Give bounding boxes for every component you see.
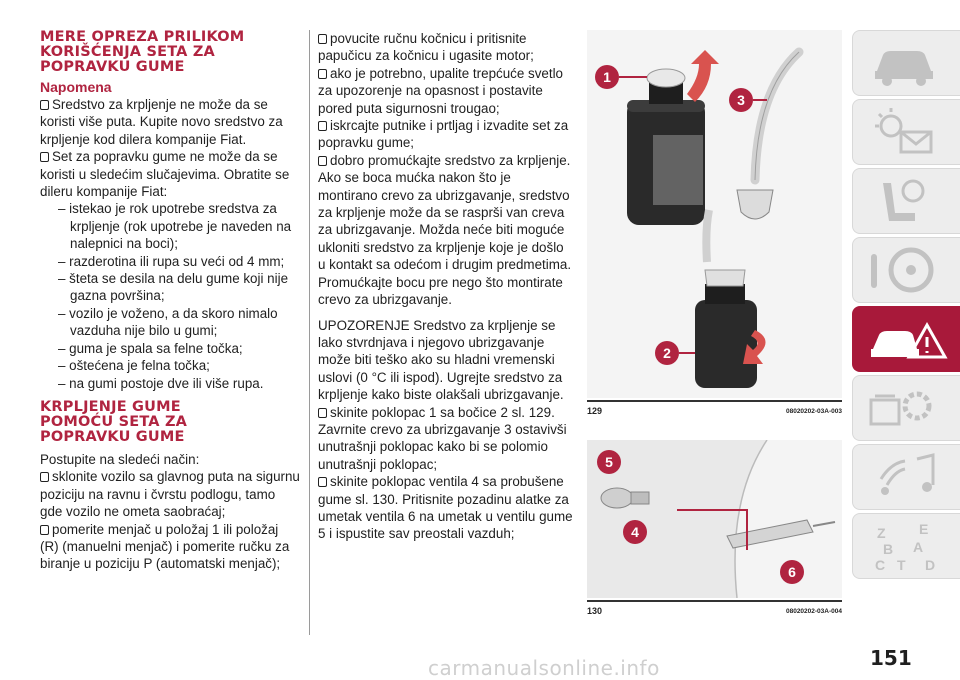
step-item [318, 117, 574, 152]
index-letter: Z [877, 525, 886, 541]
page-number: 151 [870, 646, 912, 670]
figure-image [587, 440, 842, 598]
section1-title [40, 30, 300, 75]
step-text: skinite poklopac 1 sa bočice 2 sl. 129. Zavrnite crevo za ubrizgavanje 3 ostavivši unutrašnji poklopac kako bi se polomio unutrašnji poklopac; [318, 404, 567, 472]
title-line: KRPLJENJE GUME [40, 398, 181, 415]
dash-item: – šteta se desila na delu gume koji nije gazna površina; [58, 271, 289, 304]
watermark: carmanualsonline.info [428, 656, 660, 680]
bullet-icon [40, 525, 49, 535]
index-letter: B [883, 541, 894, 557]
tab-maintenance[interactable] [852, 375, 960, 441]
title-line: POPRAVKU GUME [40, 428, 185, 445]
car-icon [861, 35, 951, 93]
bullet-icon [318, 69, 327, 79]
svg-text:1: 1 [603, 69, 611, 85]
step-text: dobro promućkajte sredstvo za krpljenje. Ako se boca mućka nakon što je montirano crevo za ubrizgavanje, sredstvo za krpljenje može da se rasprši van creva za ubrizgavanje. Možda neće biti moguće ukloniti sredstvo za krpljenje koje je došlo u kontakt sa odećom i drugim predmetima. Promućkajte bocu pre nego što montirate crevo za ubrizgavanje. [318, 152, 572, 308]
bullet-icon [318, 408, 327, 418]
callout-5 [597, 450, 621, 474]
dash-item: – oštećena je felna točka; [58, 358, 210, 374]
bullet-icon [40, 152, 49, 162]
figure-rule [587, 400, 842, 402]
step-item [318, 152, 574, 309]
index-letter: C [875, 557, 886, 573]
steering-wheel-icon [861, 242, 951, 300]
figure-code: 08020202-03A-003 [785, 408, 842, 415]
tab-steering-wheel[interactable] [852, 237, 960, 303]
svg-text:2: 2 [663, 345, 671, 361]
svg-text:5: 5 [605, 454, 613, 470]
dash-item: – vozilo je voženo, a da skoro nimalo vazduha nije bilo u gumi; [58, 305, 278, 339]
intro-text: Postupite na sledeći način: [40, 451, 200, 467]
tab-multimedia[interactable] [852, 444, 960, 510]
bullet-icon [318, 34, 327, 44]
index-letter: E [919, 521, 929, 537]
multimedia-icon [861, 449, 951, 507]
tab-airbag-seat[interactable] [852, 168, 960, 234]
index-letter: T [897, 557, 906, 573]
bullet-icon [40, 100, 49, 110]
section2-title [40, 400, 300, 445]
step-item [318, 65, 574, 117]
figure-130 [587, 440, 842, 616]
figure-129 [587, 30, 842, 416]
arrow-up [687, 50, 719, 102]
figure-rule [587, 600, 842, 602]
dash-item: – na gumi postoje dve ili više rupa. [58, 375, 264, 391]
step-text: povucite ručnu kočnicu i pritisnite papučicu za kočnicu i ugasite motor; [318, 31, 534, 64]
title-line: POPRAVKU GUME [40, 59, 185, 75]
index-icon [861, 518, 951, 576]
warning-lights-icon [861, 104, 951, 162]
step-item [318, 473, 574, 543]
bullet-icon [40, 472, 49, 482]
step-text: sklonite vozilo sa glavnog puta na sigurnu poziciju na ravnu i čvrstu podlogu, tamo gde vozilo ne ometa saobraćaj; [40, 469, 300, 520]
tab-index[interactable] [852, 513, 960, 579]
svg-text:3: 3 [737, 92, 745, 108]
figure-code: 08020202-03A-004 [785, 608, 842, 615]
dash-item: – guma je spala sa felne točka; [58, 340, 243, 356]
step-item [40, 468, 300, 520]
bullet-icon [318, 121, 327, 131]
note-text: Set za popravku gume ne može da se koristi u sledećim slučajevima. Obratite se dileru kompanije Fiat: [40, 149, 290, 200]
note-paragraph [40, 148, 300, 200]
step-item [40, 521, 300, 573]
figure-image [587, 30, 842, 398]
title-line: KORIŠĆENJA SETA ZA [40, 44, 215, 60]
svg-text:6: 6 [788, 564, 796, 580]
middle-column [318, 30, 574, 543]
dash-item: – istekao je rok upotrebe sredstva za krpljenje (rok upotrebe je naveden na nalepnici na boci); [58, 201, 292, 252]
maintenance-icon [861, 380, 951, 438]
bullet-icon [318, 156, 327, 166]
step-item [318, 404, 574, 474]
emergency-icon [861, 311, 951, 369]
tab-warning-lights[interactable] [852, 99, 960, 165]
svg-text:4: 4 [631, 524, 639, 540]
figure-number: 130 [587, 606, 603, 616]
bottle-cap [647, 69, 685, 87]
index-letter: D [925, 557, 936, 573]
tab-car[interactable] [852, 30, 960, 96]
title-line: POMOĆU SETA ZA [40, 413, 188, 430]
tab-emergency[interactable] [852, 306, 960, 372]
note-text: Sredstvo za krpljenje ne može da se koristi više puta. Kupite novo sredstvo za krpljenje kod dilera kompanije Fiat. [40, 97, 283, 147]
step-text: ako je potrebno, upalite trepćuće svetlo za upozorenje na opasnost i postavite pored puta sigurnosni trougao; [318, 65, 563, 116]
callout-1 [595, 65, 647, 89]
index-letter: A [913, 539, 924, 555]
column-divider [309, 30, 310, 635]
note-paragraph [40, 96, 300, 148]
bullet-icon [318, 477, 327, 487]
left-column [40, 30, 300, 573]
note-heading: Napomena [40, 79, 112, 95]
step-text: pomerite menjač u položaj 1 ili položaj (R) (manuelni menjač) i pomerite ručku za biranje u poziciju P (automatski menjač); [40, 521, 290, 572]
callout-4 [623, 520, 647, 544]
step-text: skinite poklopac ventila 4 sa probušene gume sl. 130. Pritisnite pozadinu alatke za umetak ventila 6 na umetak u ventilu gume 5 i ispustite sav preostali vazduh; [318, 474, 573, 542]
figure-number: 129 [587, 406, 603, 416]
dash-item: – razderotina ili rupa su veći od 4 mm; [58, 253, 285, 269]
warning-text: UPOZORENJE Sredstvo za krpljenje se lako stvrdnjava i njegovo ubrizgavanje može biti teško ako su hladni vremenski uslovi (0 °C ili ispod). Ugrejte sredstvo za krpljenje kako biste olakšali ubrizgavanje. [318, 317, 564, 403]
callout-6 [780, 560, 804, 584]
step-text: iskrcajte putnike i prtljag i izvadite set za popravku gume; [318, 118, 569, 151]
title-line: MERE OPREZA PRILIKOM [40, 29, 245, 45]
step-item [318, 30, 574, 65]
callout-2 [655, 341, 695, 365]
airbag-seat-icon [861, 173, 951, 231]
